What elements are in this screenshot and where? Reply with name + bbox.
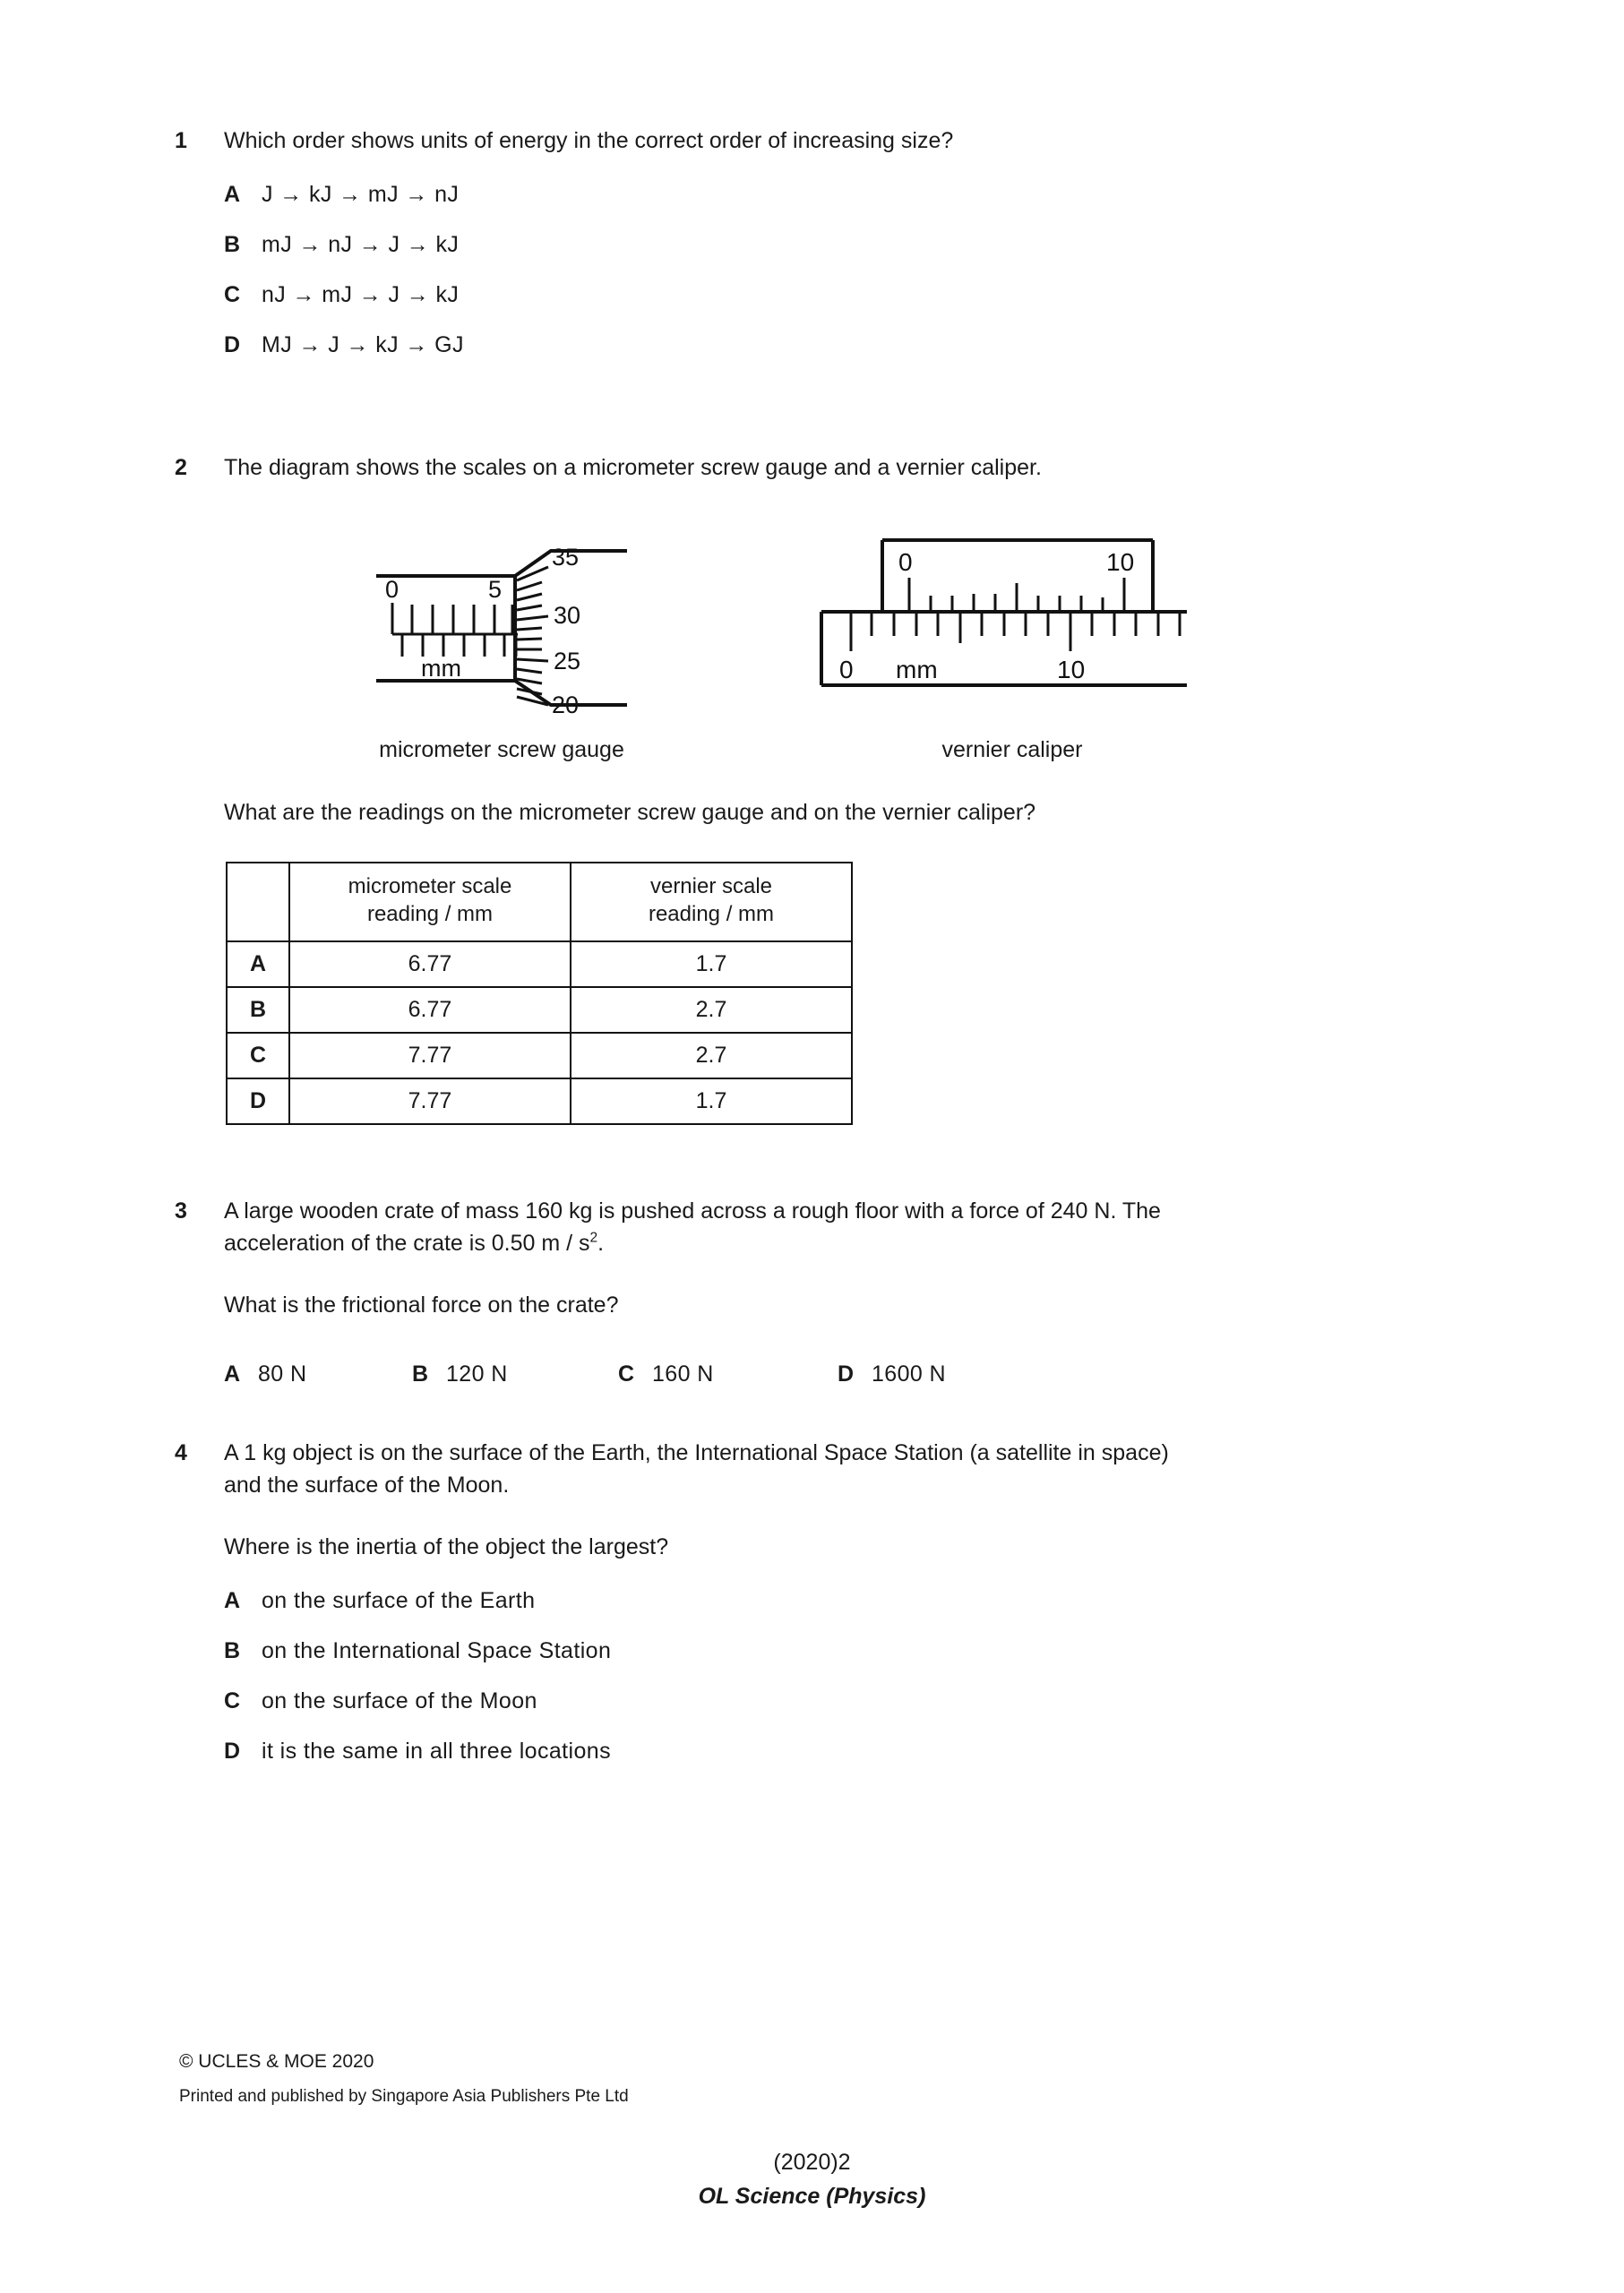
option-4-D[interactable] xyxy=(224,1739,1456,1765)
table-header-micrometer-line1: micrometer scale xyxy=(348,874,512,898)
question-2-prompt: What are the readings on the micrometer screw gauge and on the vernier caliper? xyxy=(224,800,1036,825)
question-3-number: 3 xyxy=(175,1198,187,1224)
table-row-A-letter: A xyxy=(227,941,289,987)
micrometer-sleeve-tick-0: 0 xyxy=(385,576,400,603)
table-row[interactable] xyxy=(227,987,852,1033)
table-header-micrometer xyxy=(289,863,571,941)
page-code: (2020)2 xyxy=(773,2150,851,2175)
option-4-C-label: on the surface of the Moon xyxy=(262,1688,537,1713)
option-1-D[interactable] xyxy=(224,332,1456,358)
table-header-vernier-line2: reading / mm xyxy=(648,902,775,927)
micrometer-thimble-tick-30: 30 xyxy=(554,602,581,629)
micrometer-unit-label: mm xyxy=(421,655,461,682)
question-3-prompt: What is the frictional force on the crate? xyxy=(224,1292,619,1318)
option-4-B-label: on the International Space Station xyxy=(262,1637,612,1663)
question-1 xyxy=(175,125,1456,358)
vernier-unit-label: mm xyxy=(896,656,938,683)
question-4-number: 4 xyxy=(175,1440,187,1465)
table-row-C-letter: C xyxy=(227,1033,289,1078)
option-4-A-label: on the surface of the Earth xyxy=(262,1587,536,1613)
table-row[interactable] xyxy=(227,941,852,987)
question-2-answer-table xyxy=(226,862,853,1125)
question-2-number: 2 xyxy=(175,455,187,480)
question-1-stem: Which order shows units of energy in the correct order of increasing size? xyxy=(224,128,954,153)
question-4-stem-row xyxy=(175,1438,1456,1501)
option-4-C[interactable] xyxy=(224,1688,1456,1714)
micrometer-screw-gauge-diagram xyxy=(358,515,735,721)
option-1-C-letter: C xyxy=(224,281,241,307)
option-3-C[interactable] xyxy=(618,1361,838,1387)
micrometer-thimble-tick-25: 25 xyxy=(554,648,581,674)
micrometer-thimble-tick-35: 35 xyxy=(552,544,580,571)
question-4 xyxy=(175,1438,1456,1765)
option-3-A[interactable] xyxy=(224,1361,412,1387)
question-3-options xyxy=(224,1361,1456,1387)
option-3-C-label: 160 N xyxy=(652,1361,714,1387)
printed-by-notice: Printed and published by Singapore Asia Publishers Pte Ltd xyxy=(179,2087,629,2106)
vernier-scale-tick-10: 10 xyxy=(1106,548,1135,576)
table-header-vernier-line1: vernier scale xyxy=(649,874,773,898)
vernier-main-tick-10: 10 xyxy=(1057,656,1086,683)
question-4-stem xyxy=(224,1438,1456,1501)
option-4-A[interactable] xyxy=(224,1588,1456,1614)
paper-title: OL Science (Physics) xyxy=(698,2184,926,2209)
option-4-D-label: it is the same in all three locations xyxy=(262,1738,611,1764)
option-1-A[interactable] xyxy=(224,182,1456,208)
question-1-options xyxy=(224,182,1456,358)
table-header-row xyxy=(227,863,852,941)
option-1-D-letter: D xyxy=(224,331,241,357)
table-row-A-micrometer: 6.77 xyxy=(289,941,571,987)
option-3-B-letter: B xyxy=(412,1361,429,1387)
table-row-B-letter: B xyxy=(227,987,289,1033)
option-1-B[interactable] xyxy=(224,232,1456,258)
question-4-stem-line1: A 1 kg object is on the surface of the Earth, the International Space Station (a satellite in space) xyxy=(224,1440,1169,1465)
table-row-C-micrometer: 7.77 xyxy=(289,1033,571,1078)
question-2-stem: The diagram shows the scales on a micrometer screw gauge and a vernier caliper. xyxy=(224,455,1042,480)
question-3-exponent: 2 xyxy=(589,1230,598,1246)
option-1-A-label: J → kJ → mJ → nJ xyxy=(262,181,460,207)
table-row[interactable] xyxy=(227,1033,852,1078)
question-2-diagrams xyxy=(0,515,1624,820)
question-1-stem-row xyxy=(175,125,1456,158)
table-row-D-letter: D xyxy=(227,1078,289,1124)
micrometer-caption: micrometer screw gauge xyxy=(379,737,624,762)
table-row[interactable] xyxy=(227,1078,852,1124)
option-4-C-letter: C xyxy=(224,1688,241,1713)
option-3-D[interactable] xyxy=(838,1361,946,1387)
table-row-A-vernier: 1.7 xyxy=(571,941,852,987)
option-3-D-letter: D xyxy=(838,1361,855,1387)
option-3-C-letter: C xyxy=(618,1361,635,1387)
option-4-B[interactable] xyxy=(224,1638,1456,1664)
option-3-B-label: 120 N xyxy=(446,1361,508,1387)
option-4-B-letter: B xyxy=(224,1637,241,1663)
vernier-main-tick-0: 0 xyxy=(839,656,854,683)
question-4-prompt: Where is the inertia of the object the largest? xyxy=(224,1534,669,1559)
table-header-vernier xyxy=(571,863,852,941)
question-1-number: 1 xyxy=(175,128,187,153)
vernier-caliper-diagram xyxy=(802,515,1196,721)
copyright-notice: © UCLES & MOE 2020 xyxy=(179,2051,374,2072)
question-2 xyxy=(175,452,1456,485)
question-3 xyxy=(175,1196,1456,1387)
option-1-B-label: mJ → nJ → J → kJ xyxy=(262,231,460,257)
table-row-C-vernier: 2.7 xyxy=(571,1033,852,1078)
option-1-C[interactable] xyxy=(224,282,1456,308)
table-row-D-micrometer: 7.77 xyxy=(289,1078,571,1124)
option-3-A-letter: A xyxy=(224,1361,241,1387)
option-4-A-letter: A xyxy=(224,1587,241,1613)
question-3-stem-line2-pre: acceleration of the crate is 0.50 m / s xyxy=(224,1230,590,1256)
question-2-stem-row xyxy=(175,452,1456,485)
table-row-D-vernier: 1.7 xyxy=(571,1078,852,1124)
vernier-scale-tick-0: 0 xyxy=(898,548,913,576)
table-row-B-vernier: 2.7 xyxy=(571,987,852,1033)
table-corner-cell xyxy=(227,863,289,941)
question-3-stem xyxy=(224,1196,1456,1259)
option-3-B[interactable] xyxy=(412,1361,618,1387)
option-1-A-letter: A xyxy=(224,181,241,207)
page-footer xyxy=(179,2051,1478,2107)
option-3-D-label: 1600 N xyxy=(872,1361,947,1387)
micrometer-sleeve-tick-5: 5 xyxy=(488,576,503,603)
option-4-D-letter: D xyxy=(224,1738,241,1764)
option-1-D-label: MJ → J → kJ → GJ xyxy=(262,331,464,357)
question-4-options xyxy=(224,1588,1456,1765)
question-3-stem-row xyxy=(175,1196,1456,1259)
table-row-B-micrometer: 6.77 xyxy=(289,987,571,1033)
option-1-B-letter: B xyxy=(224,231,241,257)
option-3-A-label: 80 N xyxy=(258,1361,307,1387)
micrometer-thimble-tick-20: 20 xyxy=(552,691,580,718)
question-2-prompt-block xyxy=(175,797,1456,829)
question-3-stem-line1: A large wooden crate of mass 160 kg is pushed across a rough floor with a force of 240 N. The xyxy=(224,1198,1161,1224)
vernier-caption: vernier caliper xyxy=(941,737,1083,762)
question-4-stem-line2: and the surface of the Moon. xyxy=(224,1472,510,1498)
table-header-micrometer-line2: reading / mm xyxy=(366,902,494,927)
question-3-stem-line2 xyxy=(224,1228,1456,1260)
option-1-C-label: nJ → mJ → J → kJ xyxy=(262,281,460,307)
question-3-stem-line2-post: . xyxy=(597,1230,605,1256)
